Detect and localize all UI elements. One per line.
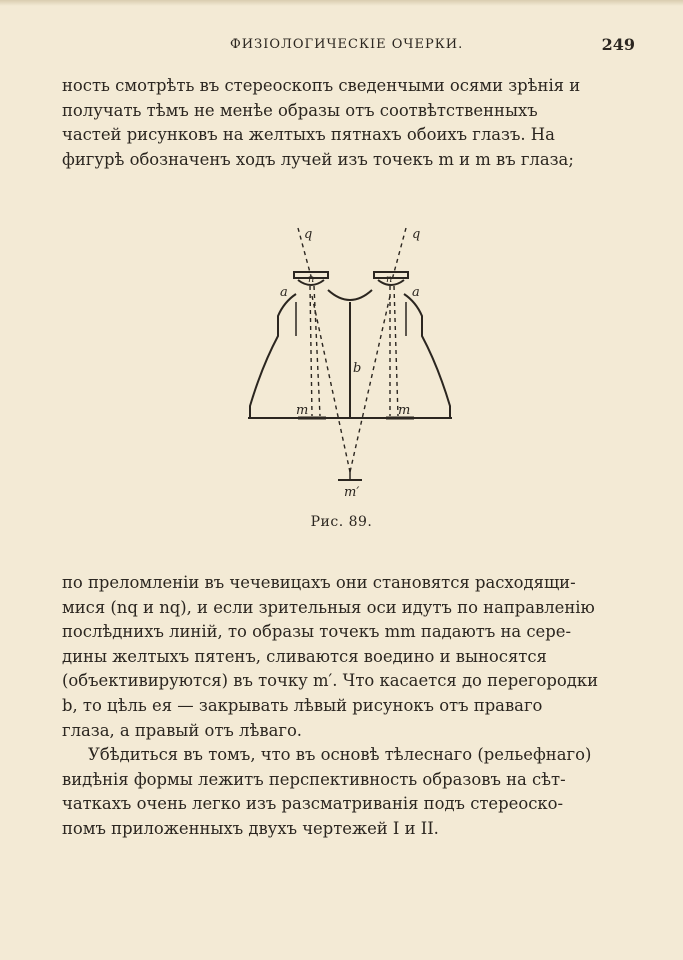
label-a-right: a (412, 285, 420, 300)
ray-right-to-m-2 (394, 286, 398, 416)
ray-to-m-prime-right (350, 296, 390, 472)
text-line: мися (nq и nq), и если зрительныя оси идутъ по направленію (62, 597, 595, 617)
text-line: ность смотрѣть въ стереоскопъ сведенчыми осями зрѣнія и (62, 76, 581, 95)
label-n-left: n (308, 274, 315, 285)
top-arch (328, 290, 372, 300)
text-line: помъ приложенныхъ двухъ чертежей I и II. (62, 818, 439, 838)
ray-left-to-m (310, 286, 312, 416)
text-line: послѣднихъ линій, то образы точекъ mm падаютъ на сере- (62, 622, 571, 642)
text-line: глаза, а правый отъ лѣваго. (62, 720, 303, 740)
text-line: частей рисунковъ на желтыхъ пятнахъ обоихъ глазъ. На (62, 125, 555, 145)
paragraph-2 (62, 571, 638, 842)
label-a-left: a (280, 285, 288, 300)
label-m-right: m (398, 403, 411, 418)
label-q-right: q (412, 227, 421, 242)
label-m-left: m (296, 403, 309, 418)
left-outer-wall (250, 294, 296, 418)
page-number: 249 (601, 35, 635, 54)
figure-caption: Рис. 89. (310, 514, 373, 530)
text-line: фигурѣ обозначенъ ходъ лучей изъ точекъ m и m въ глаза; (62, 149, 574, 169)
text-line: получать тѣмъ не менѣе образы отъ соотвѣтственныхъ (62, 100, 538, 120)
paragraph-1 (62, 74, 638, 172)
running-head (60, 37, 635, 59)
text-line: чаткахъ очень легко изъ разсматриванія подъ стереоско- (62, 794, 564, 814)
ray-to-m-prime-left (312, 296, 350, 472)
right-outer-wall (404, 294, 450, 418)
label-q-left: q (304, 227, 313, 242)
text-line: (объективируются) въ точку m′. Что касается до перегородки (62, 671, 599, 691)
figure-89-stereoscope-diagram (240, 216, 460, 506)
label-b: b (353, 361, 362, 376)
ray-left-to-m-2 (314, 286, 320, 416)
text-line: b, то цѣль ея — закрывать лѣвый рисунокъ отъ праваго (62, 695, 543, 715)
text-line: видѣнія формы лежитъ перспективность образовъ на сѣт- (62, 769, 566, 789)
text-line: дины желтыхъ пятенъ, сливаются воедино и выносятся (62, 646, 547, 666)
page-top-edge (0, 0, 683, 6)
label-m-prime: m′ (344, 485, 360, 500)
label-n-right: n (386, 274, 393, 285)
text-line: Убѣдиться въ томъ, что въ основѣ тѣлеснаго (рельефнаго) (88, 745, 592, 765)
text-line: по преломленіи въ чечевицахъ они становятся расходящи- (62, 573, 576, 592)
running-title: ФИЗІОЛОГИЧЕСКІЕ ОЧЕРКИ. (230, 37, 464, 52)
